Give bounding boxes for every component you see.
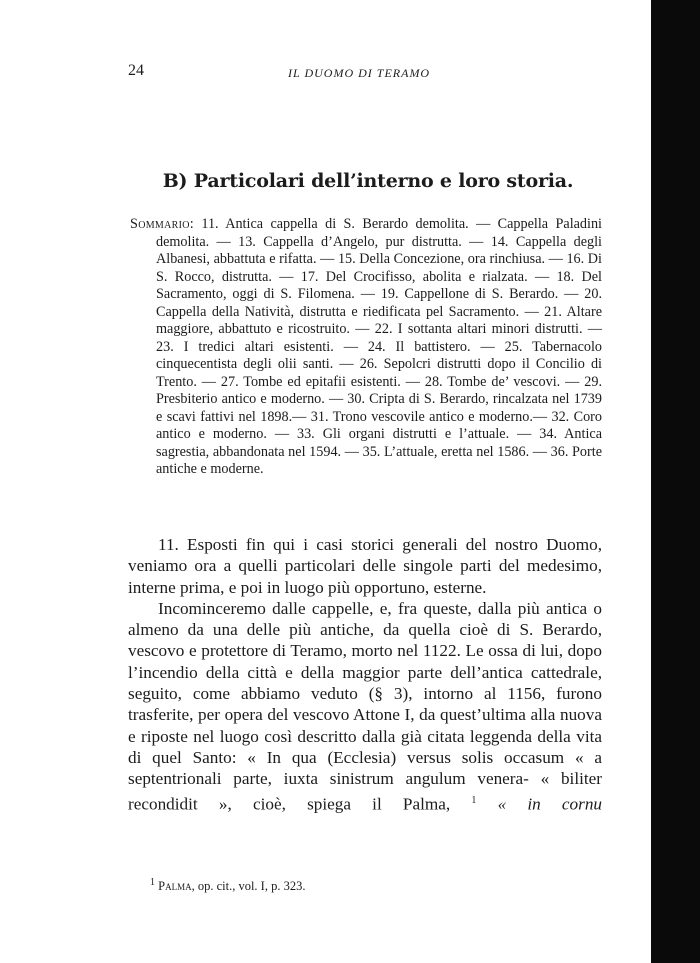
footnote-citation: , op. cit., vol. I, p. 323. — [191, 879, 306, 894]
footnote-marker: 1 — [150, 877, 155, 888]
summary-text: 11. Antica cappella di S. Berardo demolita. — Cappella Paladini demolita. — 13. Cappella d’Angelo, pur distrutta. — 14. Cappella degli Albanesi, abbattuta e rifatta. — 15. Della Concezione, ora rinchiusa. — 16. Di S. Rocco, distrutta. — 17. Del Crocifisso, abolita e rialzata. — 18. Del Sacramento, oggi di S. Filomena. — 19. Cappellone di S. Berardo. — 20. Cappella della Natività, distrutta e riedificata pel Sacramento. — 21. Altare maggiore, abbattuto e ricostruito. — 22. I sottanta altari minori distrutti. — 23. I tredici altari esistenti. — 24. Il battistero. — 25. Tabernacolo cinquecentista degli olii santi. — 26. Sepolcri distrutti dopo il Concilio di Trento. — 27. Tombe ed epitafii esistenti. — 28. Tombe de’ vescovi. — 29. Presbiterio antico e moderno. — 30. Cripta di S. Berardo, rincalzata nel 1739 e scavi fattivi nel 1898.— 31. Trono vescovile antico e moderno.— 32. Coro antico e moderno. — 33. Gli organi distrutti e l’attuale. — 34. Antica sagrestia, abbandonata nel 1594. — 35. L’attuale, eretta nel 1586. — 36. Porte antiche e moderne. — [156, 216, 602, 477]
footnote-reference: 1 — [471, 794, 477, 806]
footnote-author: Palma — [158, 879, 192, 894]
footnote — [150, 877, 305, 894]
scan-edge — [651, 0, 700, 963]
body-text — [128, 534, 602, 815]
section-title: B) Particolari dell’interno e loro storia. — [162, 170, 574, 192]
page-number: 24 — [128, 62, 144, 79]
page-header — [128, 62, 608, 84]
paragraph-2-tail: « in cornu — [497, 794, 603, 814]
summary-label: Sommario: — [130, 216, 194, 232]
summary-block — [130, 216, 602, 479]
paragraph-1: 11. Esposti fin qui i casi storici generali del nostro Duomo, veniamo ora a quelli particolari delle singole parti del medesimo, interne prima, e poi in luogo più opportuno, esterne. — [128, 535, 602, 597]
paragraph-2 — [128, 598, 602, 815]
running-title: IL DUOMO DI TERAMO — [288, 66, 431, 80]
paragraph-2-text: Incominceremo dalle cappelle, e, fra queste, dalla più antica o almeno da una delle più antiche, da quella cioè di S. Berardo, vescovo e protettore di Teramo, morto nel 1122. Le ossa di lui, dopo l’incendio della città e della maggior parte dell’antica cattedrale, seguito, come abbiamo veduto (§ 3), intorno al 1156, furono trasferite, per opera del vescovo Attone I, da quest’ultima alla nuova e riposte nel luogo così descritto dalla già citata leggenda della vita di quel Santo: « In qua (Ecclesia) versus solis occasum « a septentrionali parte, iuxta sinistrum angulum venera- « biliter recondidit », cioè, spiega il Palma, — [128, 598, 602, 814]
